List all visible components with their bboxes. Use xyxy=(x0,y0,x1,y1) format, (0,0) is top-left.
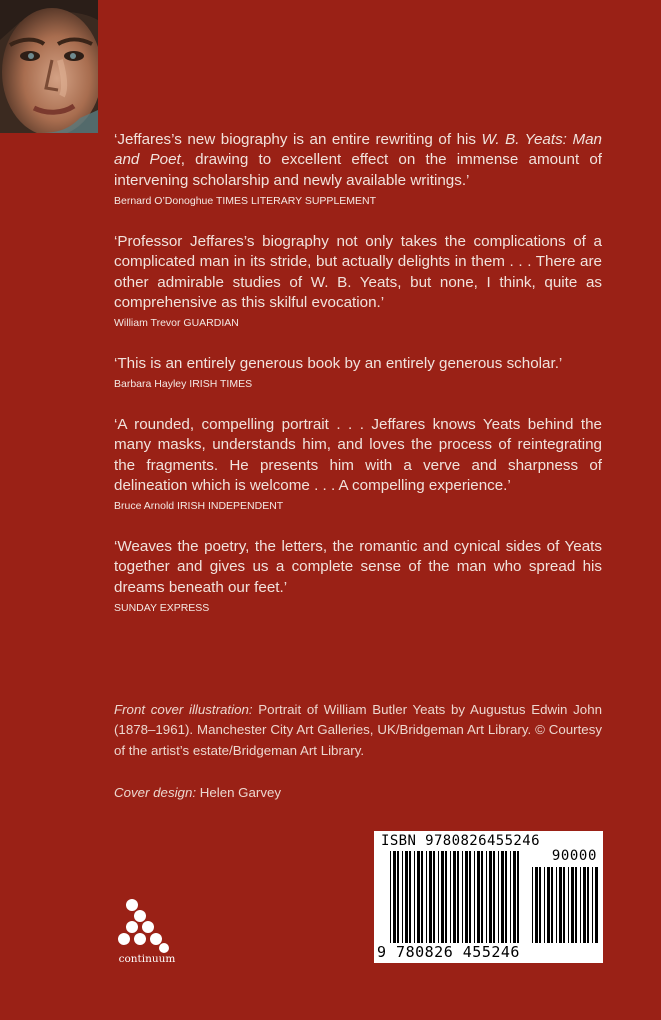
barcode-bar xyxy=(587,867,589,943)
barcode-bar xyxy=(462,851,463,943)
quote-source: Barbara Hayley IRISH TIMES xyxy=(114,378,253,391)
credit-label: Cover design: xyxy=(114,785,197,800)
barcode-bar xyxy=(489,851,492,943)
barcode-bar xyxy=(450,851,451,943)
barcode-bar xyxy=(575,867,577,943)
barcode-bar xyxy=(547,867,550,943)
barcode-bar xyxy=(580,867,581,943)
barcode-bar xyxy=(551,867,553,943)
barcode-bar xyxy=(505,851,507,943)
barcode-bar xyxy=(563,867,565,943)
publisher-logo xyxy=(114,898,182,968)
review-quote xyxy=(114,415,602,513)
quote-source: William Trevor GUARDIAN xyxy=(114,317,239,330)
barcode-bar xyxy=(595,867,598,943)
cover-design-credit xyxy=(114,783,602,803)
quote-text: ‘Jeffares’s new biography is an entire rewriting of his W. B. Yeats: Man and Poet, drawing to excellent effect on the immense amount of intervening scholarship and newly available writings.’ xyxy=(114,131,602,189)
barcode-bar xyxy=(433,851,435,943)
review-quote xyxy=(114,232,602,330)
continuum-logo-icon xyxy=(114,898,180,954)
barcode-bar xyxy=(414,851,415,943)
barcode-bar xyxy=(417,851,420,943)
barcode-digits: 9 780826 455246 xyxy=(377,943,520,961)
quote-text: ‘Professor Jeffares’s biography not only takes the complications of a complicated man in its stride, but actually delights in them . . . There are other admirable studies of W. B. Yeats, but none, I think, quite as comprehensive as this skilful evocation.’ xyxy=(114,233,602,311)
barcode-bar xyxy=(477,851,480,943)
barcode-bar xyxy=(474,851,475,943)
review-quote xyxy=(114,537,602,615)
price-code: 90000 xyxy=(551,848,597,864)
barcode-bar xyxy=(532,867,533,943)
barcode-bar xyxy=(513,851,516,943)
book-title: W. B. Yeats: Man and Poet xyxy=(114,131,602,169)
barcode-bar xyxy=(481,851,483,943)
isbn-barcode xyxy=(374,831,603,963)
barcode-bar xyxy=(486,851,487,943)
barcode-bar xyxy=(465,851,468,943)
barcode-bar xyxy=(498,851,499,943)
barcode-bar xyxy=(397,851,399,943)
barcode-bar xyxy=(571,867,574,943)
barcode-bar xyxy=(510,851,511,943)
quote-source: Bruce Arnold IRISH INDEPENDENT xyxy=(114,500,284,513)
barcode-bar xyxy=(426,851,427,943)
barcode-bar xyxy=(409,851,411,943)
barcode-bar xyxy=(539,867,541,943)
quote-text: ‘Weaves the poetry, the letters, the romantic and cynical sides of Yeats together and gives us a complete sense of the man who spread his dreams beneath our feet.’ xyxy=(114,538,602,596)
barcode-bar xyxy=(493,851,495,943)
publisher-name: continuum xyxy=(118,953,176,965)
barcode-bar xyxy=(469,851,471,943)
barcode-bar xyxy=(556,867,557,943)
barcode-bar xyxy=(583,867,586,943)
cover-illustration-credit xyxy=(114,700,602,761)
barcode-bar xyxy=(402,851,403,943)
barcode-bar xyxy=(390,851,391,943)
review-quote xyxy=(114,354,602,391)
isbn-label: ISBN 9780826455246 xyxy=(381,833,540,849)
barcode-bar xyxy=(421,851,423,943)
quote-text: ‘This is an entirely generous book by an entirely generous scholar.’ xyxy=(114,355,563,372)
quote-source: SUNDAY EXPRESS xyxy=(114,601,210,614)
quote-source: Bernard O’Donoghue TIMES LITERARY SUPPLEMENT xyxy=(114,194,377,207)
quote-text: ‘A rounded, compelling portrait . . . Jeffares knows Yeats behind the many masks, understands him, and loves the process of reintegrating the fragments. He presents him with a verve and sharpness of delineation which is welcome . . . A compelling experience.’ xyxy=(114,416,602,494)
barcode-bar xyxy=(501,851,504,943)
barcode-bar xyxy=(429,851,432,943)
barcode-bar xyxy=(453,851,456,943)
barcode-bar xyxy=(441,851,444,943)
credit-text: Helen Garvey xyxy=(196,785,282,800)
credit-label: Front cover illustration: xyxy=(114,702,253,717)
review-quote xyxy=(114,130,602,208)
barcode-bar xyxy=(445,851,447,943)
barcode-bar xyxy=(592,867,593,943)
barcode-bar xyxy=(438,851,439,943)
author-portrait xyxy=(0,0,98,133)
barcode-bar xyxy=(559,867,562,943)
barcode-bar xyxy=(568,867,569,943)
barcode-bar xyxy=(535,867,538,943)
barcode-bar xyxy=(517,851,519,943)
barcode-bar xyxy=(393,851,396,943)
barcode-bar xyxy=(457,851,459,943)
credit-text: Portrait of William Butler Yeats by Augustus Edwin John (1878–1961). Manchester City Art Galleries, UK/Bridgeman Art Library. © Courtesy of the artist’s estate/Bridgeman Art Library. xyxy=(114,702,602,758)
barcode-bar xyxy=(544,867,545,943)
barcode-bar xyxy=(405,851,408,943)
